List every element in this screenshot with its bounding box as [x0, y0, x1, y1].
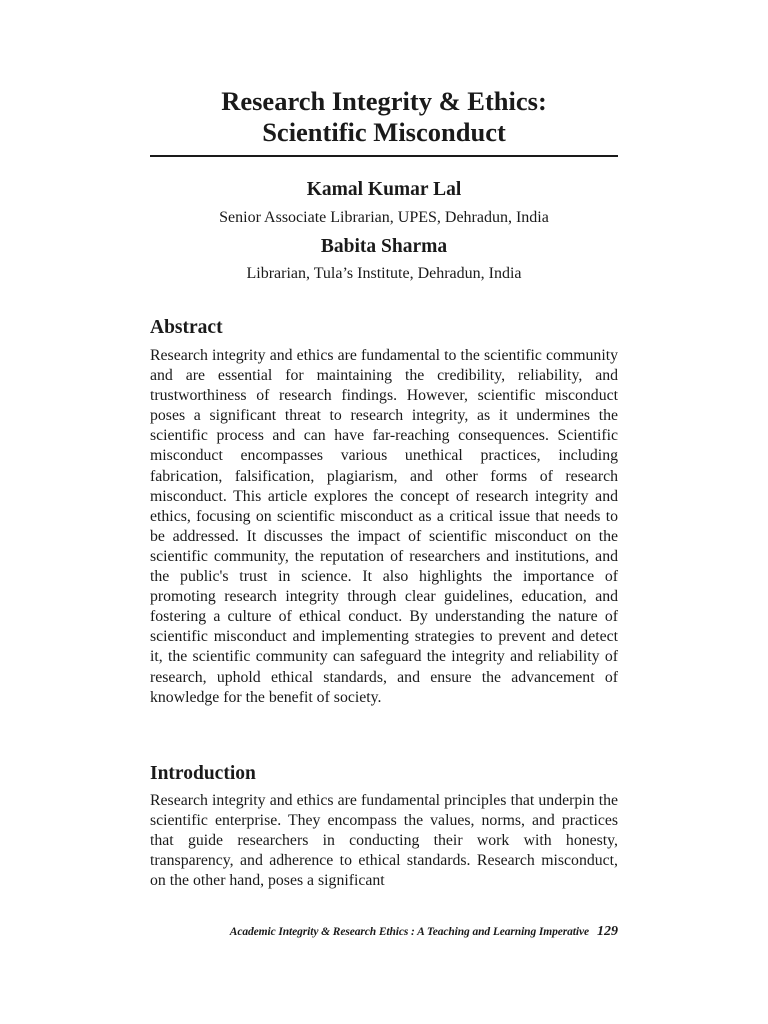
footer-book-title: Academic Integrity & Research Ethics : A Teaching and Learning Imperative — [229, 926, 589, 938]
author-name-1: Kamal Kumar Lal — [306, 179, 462, 200]
title-divider — [150, 155, 618, 157]
page-footer — [150, 922, 618, 940]
author-affiliation-2: Librarian, Tula’s Institute, Dehradun, India — [246, 265, 522, 282]
introduction-text: Research integrity and ethics are fundamental principles that underpin the scientific enterprise. They encompass the values, norms, and practices that guide researchers in conducting their work with honesty, transparency, and adherence to ethical standards. Research misconduct, on the other hand, poses a significant — [150, 792, 618, 890]
page-number: 129 — [597, 924, 618, 939]
introduction-heading: Introduction — [150, 763, 256, 784]
abstract-text: Research integrity and ethics are fundamental to the scientific community and are essential for maintaining the credibility, reliability, and trustworthiness of research findings. However, scientific misconduct poses a significant threat to research integrity, as it undermines the scientific process and can have far-reaching consequences. Scientific misconduct encompasses various unethical practices, including fabrication, falsification, plagiarism, and other forms of research misconduct. This article explores the concept of research integrity and ethics, focusing on scientific misconduct as a critical issue that needs to be addressed. It discusses the impact of scientific misconduct on the scientific community, the reputation of researchers and institutions, and the public's trust in science. It also highlights the importance of promoting research integrity through clear guidelines, education, and fostering a culture of ethical conduct. By understanding the nature of scientific misconduct and implementing strategies to prevent and detect it, the scientific community can safeguard the integrity and reliability of research, uphold ethical standards, and ensure the advancement of knowledge for the benefit of society. — [150, 347, 618, 706]
author-name-2: Babita Sharma — [320, 236, 448, 257]
abstract-heading: Abstract — [150, 317, 223, 338]
title-line-1: Research Integrity & Ethics: — [221, 86, 547, 116]
title-line-2: Scientific Misconduct — [262, 117, 506, 147]
author-affiliation-1: Senior Associate Librarian, UPES, Dehradun, India — [219, 209, 549, 226]
document-title — [150, 86, 618, 148]
